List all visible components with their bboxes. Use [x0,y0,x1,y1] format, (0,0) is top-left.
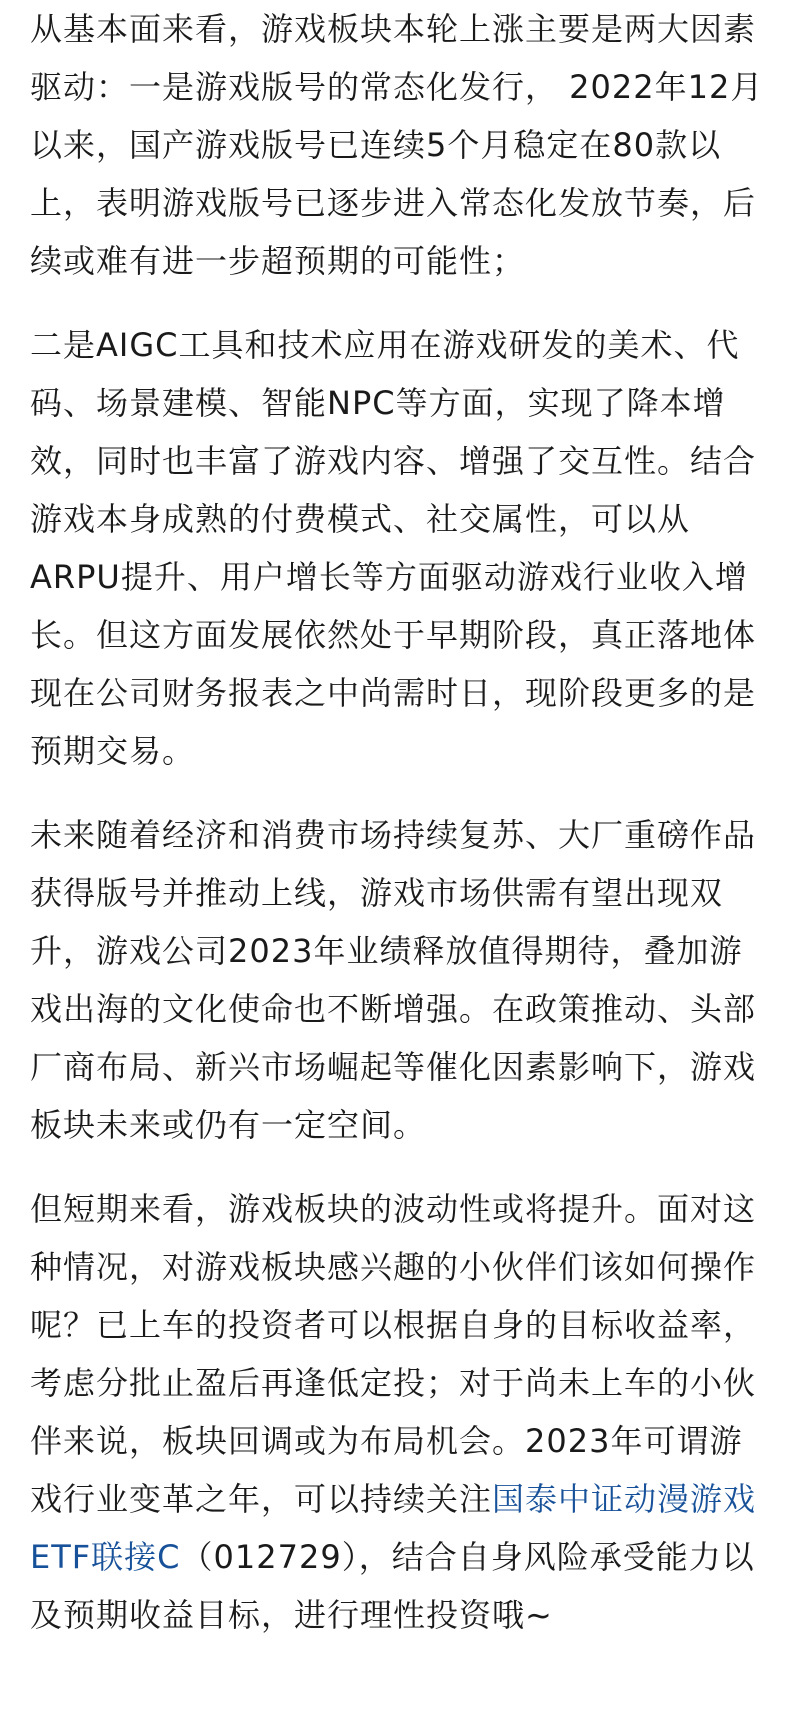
paragraph-short-term-tail: （012729），结合自身风险承受能力以及预期收益目标，进行理性投资哦~ [30,1538,755,1634]
paragraph-short-term [30,1180,772,1644]
paragraph-aigc: 二是AIGC工具和技术应用在游戏研发的美术、代码、场景建模、智能NPC等方面，实现了降本增效，同时也丰富了游戏内容、增强了交互性。结合游戏本身成熟的付费模式、社交属性，可以从ARPU提升、用户增长等方面驱动游戏行业收入增长。但这方面发展依然处于早期阶段，真正落地体现在公司财务报表之中尚需时日，现阶段更多的是预期交易。 [30,326,757,770]
fund-link[interactable]: 国泰中证动漫游戏ETF联接C [30,1480,757,1576]
paragraph-fundamentals: 从基本面来看，游戏板块本轮上涨主要是两大因素驱动：一是游戏版号的常态化发行， 2022年12月以来，国产游戏版号已连续5个月稳定在80款以上，表明游戏版号已逐步进入常态化发放节奏，后续或难有进一步超预期的可能性； [30,10,764,280]
paragraph-short-term-text: 但短期来看，游戏板块的波动性或将提升。面对这种情况，对游戏板块感兴趣的小伙伴们该如何操作呢？已上车的投资者可以根据自身的目标收益率，考虑分批止盈后再逢低定投；对于尚未上车的小伙伴来说，板块回调或为布局机会。2023年可谓游戏行业变革之年，可以持续关注 [30,1190,757,1518]
paragraph-outlook: 未来随着经济和消费市场持续复苏、大厂重磅作品获得版号并推动上线，游戏市场供需有望出现双升，游戏公司2023年业绩释放值得期待，叠加游戏出海的文化使命也不断增强。在政策推动、头部厂商布局、新兴市场崛起等催化因素影响下，游戏板块未来或仍有一定空间。 [30,816,757,1144]
